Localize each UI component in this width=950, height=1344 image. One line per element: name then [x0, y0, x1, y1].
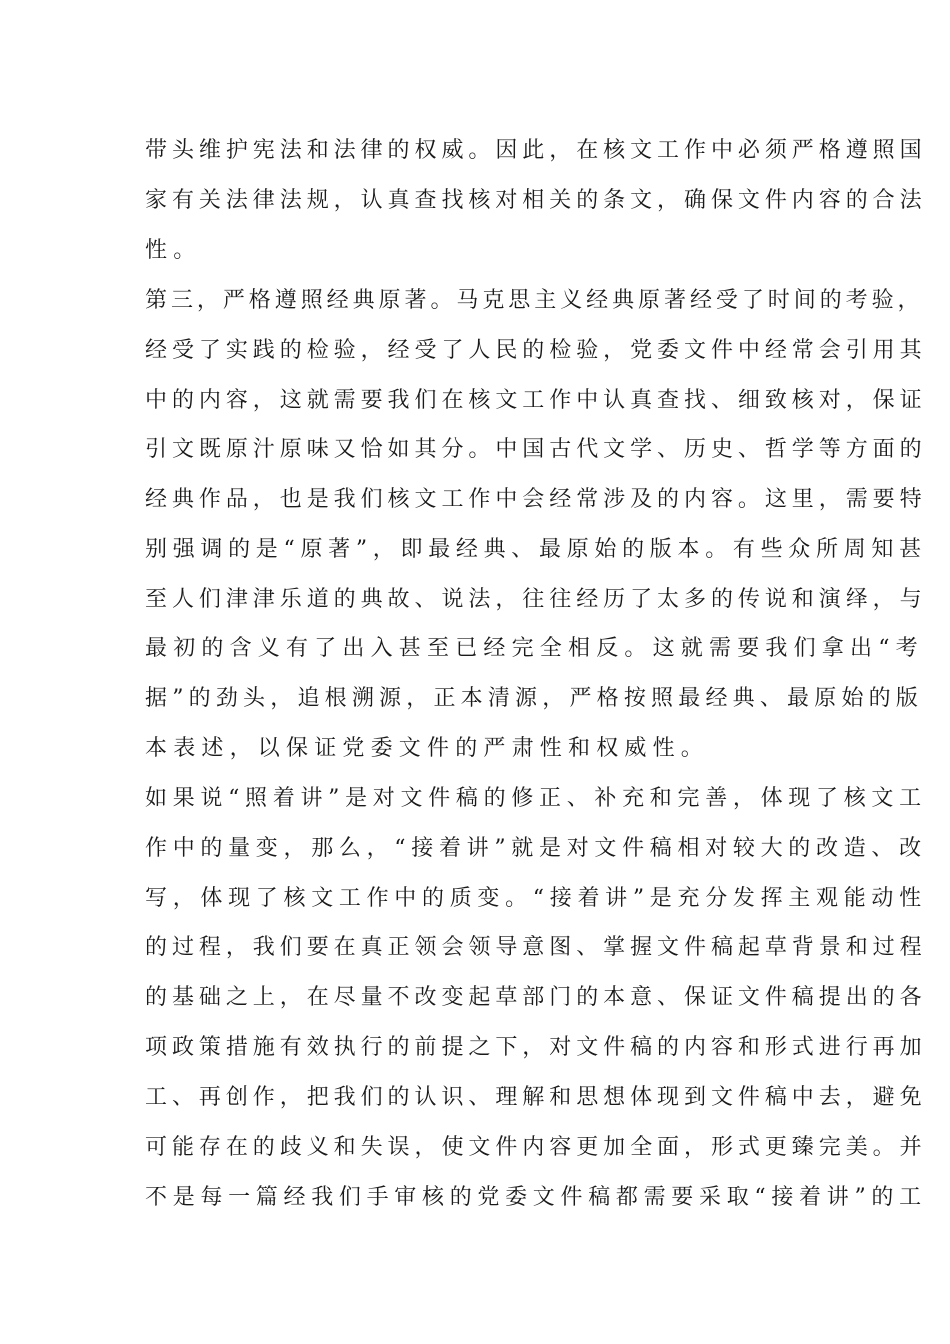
text-line: 不是每一篇经我们手审核的党委文件稿都需要采取“接着讲”的工 — [145, 1185, 927, 1210]
text-line: 项政策措施有效执行的前提之下，对文件稿的内容和形式进行再加 — [145, 1035, 927, 1060]
text-line: 中的内容，这就需要我们在核文工作中认真查找、细致核对，保证 — [145, 388, 927, 413]
text-line: 性。 — [145, 238, 202, 263]
text-line: 家有关法律法规，认真查找核对相关的条文，确保文件内容的合法 — [145, 188, 927, 213]
text-line: 经典作品，也是我们核文工作中会经常涉及的内容。这里，需要特 — [145, 487, 927, 512]
text-line: 作中的量变，那么，“接着讲”就是对文件稿相对较大的改造、改 — [145, 836, 927, 861]
text-line: 如果说“照着讲”是对文件稿的修正、补充和完善，体现了核文工 — [145, 786, 927, 811]
text-line: 最初的含义有了出入甚至已经完全相反。这就需要我们拿出“考 — [145, 636, 924, 661]
text-line: 可能存在的歧义和失误，使文件内容更加全面，形式更臻完美。并 — [145, 1135, 927, 1160]
text-line: 经受了实践的检验，经受了人民的检验，党委文件中经常会引用其 — [145, 338, 927, 363]
text-line: 引文既原汁原味又恰如其分。中国古代文学、历史、哲学等方面的 — [145, 437, 927, 462]
text-line: 带头维护宪法和法律的权威。因此，在核文工作中必须严格遵照国 — [145, 138, 927, 163]
text-line: 的基础之上，在尽量不改变起草部门的本意、保证文件稿提出的各 — [145, 985, 927, 1010]
text-line: 本表述，以保证党委文件的严肃性和权威性。 — [145, 736, 710, 761]
text-line: 写，体现了核文工作中的质变。“接着讲”是充分发挥主观能动性 — [145, 886, 927, 911]
text-line: 的过程，我们要在真正领会领导意图、掌握文件稿起草背景和过程 — [145, 935, 927, 960]
text-line: 据”的劲头，追根溯源，正本清源，严格按照最经典、最原始的版 — [145, 686, 924, 711]
text-line: 别强调的是“原著”，即最经典、最原始的版本。有些众所周知甚 — [145, 537, 927, 562]
text-line: 工、再创作，把我们的认识、理解和思想体现到文件稿中去，避免 — [145, 1085, 927, 1110]
text-line: 至人们津津乐道的典故、说法，往往经历了太多的传说和演绎，与 — [145, 587, 927, 612]
text-line: 第三，严格遵照经典原著。马克思主义经典原著经受了时间的考验， — [145, 288, 924, 313]
